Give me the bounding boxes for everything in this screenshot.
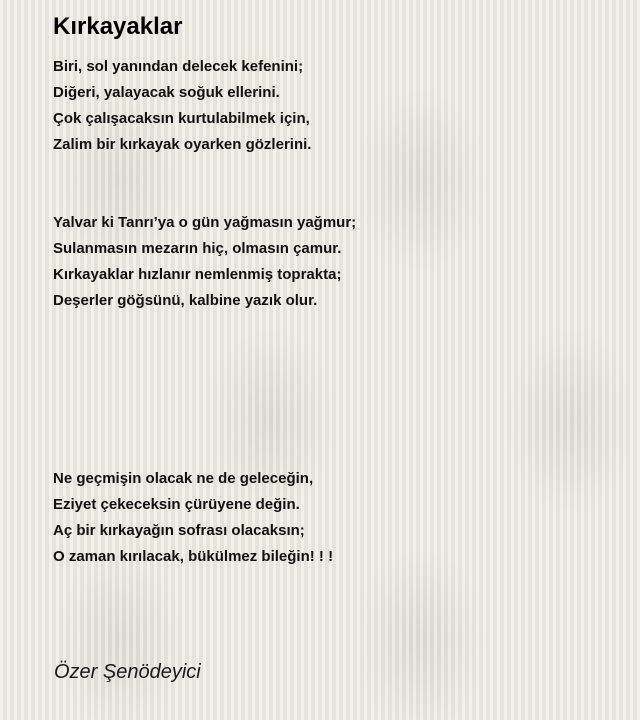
poem-author: Özer Şenödeyici [54,661,201,683]
poem-line: Deşerler göğsünü, kalbine yazık olur. [53,292,318,309]
poem-line: Diğeri, yalayacak soğuk ellerini. [53,84,280,101]
poem-line: Yalvar ki Tanrı’ya o gün yağmasın yağmur; [53,214,357,231]
poem-line: Sulanmasın mezarın hiç, olmasın çamur. [53,240,342,257]
stanza-1 [53,54,311,158]
stanza-3 [53,466,333,570]
poem-line: Ne geçmişin olacak ne de geleceğin, [53,470,314,487]
poem-line: Biri, sol yanından delecek kefenini; [53,58,304,75]
poem-line: Aç bir kırkayağın sofrası olacaksın; [53,522,305,539]
poem-title: Kırkayaklar [53,13,183,40]
poem-line: Eziyet çekeceksin çürüyene değin. [53,496,300,513]
poem-line: Zalim bir kırkayak oyarken gözlerini. [53,136,312,153]
poem-line: O zaman kırılacak, bükülmez bileğin! ! ! [53,548,334,565]
stanza-2 [53,210,356,314]
poem-line: Kırkayaklar hızlanır nemlenmiş toprakta; [53,266,342,283]
poem-line: Çok çalışacaksın kurtulabilmek için, [53,110,310,127]
